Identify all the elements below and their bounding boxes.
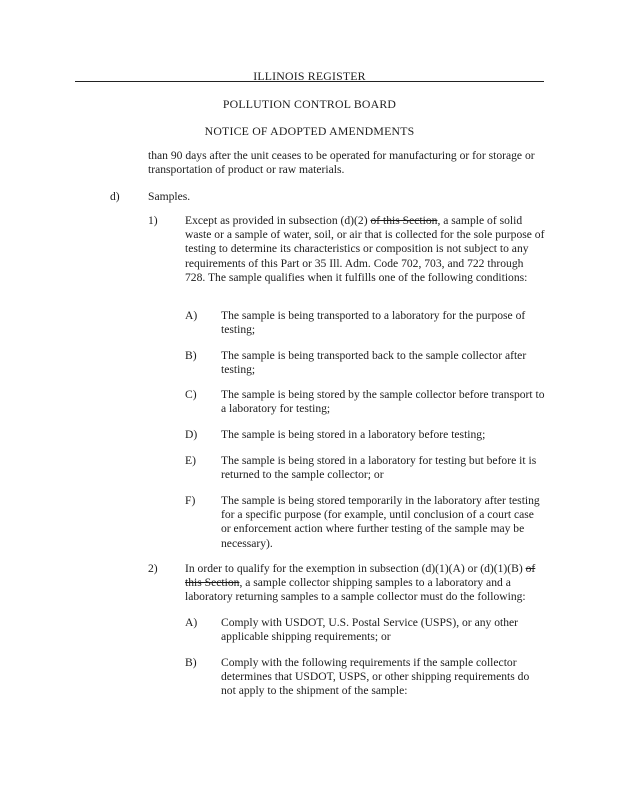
item-2-text-post: , a sample collector shipping samples to a laboratory and a laboratory returning samples to a sample collector must do the following: [185, 576, 526, 604]
sub-1e-text: The sample is being stored in a laboratory for testing but before it is returned to the sample collector; or [221, 454, 537, 482]
sub-1a-text: The sample is being transported to a laboratory for the purpose of testing; [221, 309, 526, 337]
sub-1f-text: The sample is being stored temporarily in the laboratory after testing for a specific purpose (for example, until conclusion of a court case or enforcement action where further testing of the sample may be necessary). [221, 494, 540, 550]
sub-1c-label: C) [185, 388, 197, 401]
item-2-paragraph [185, 562, 546, 605]
item-1-paragraph [185, 214, 546, 285]
item-1-text-post: , a sample of solid waste or a sample of water, soil, or air that is collected for the sole purpose of testing to determine its characteristics or composition is not subject to any requirements of this Part or 35 Ill. Adm. Code 702, 703, and 722 through 728. The sample qualifies when it fulfills one of the following conditions: [185, 214, 545, 284]
intro-paragraph: than 90 days after the unit ceases to be operated for manufacturing or for storage or transportation of product or raw materials. [148, 149, 535, 177]
header-rule [75, 81, 544, 82]
item-1-struck-text: of this Section [370, 214, 438, 227]
sub-1c-text: The sample is being stored by the sample collector before transport to a laboratory for testing; [221, 388, 545, 416]
item-2-text-pre: In order to qualify for the exemption in subsection (d)(1)(A) or (d)(1)(B) [185, 562, 526, 575]
sub-1a-label: A) [185, 309, 198, 322]
sub-2a-label: A) [185, 616, 198, 629]
item-2-label: 2) [148, 562, 158, 575]
sub-2b-text: Comply with the following requirements if the sample collector determines that USDOT, USPS, or other shipping requirements do not apply to the shipment of the sample: [221, 656, 530, 698]
sub-1b-label: B) [185, 349, 197, 362]
sub-1d-label: D) [185, 428, 198, 441]
register-heading: ILLINOIS REGISTER [253, 69, 366, 83]
notice-heading: NOTICE OF ADOPTED AMENDMENTS [204, 124, 415, 138]
sub-2a-text: Comply with USDOT, U.S. Postal Service (USPS), or any other applicable shipping requirements; or [221, 616, 519, 644]
sub-1b-text: The sample is being transported back to the sample collector after testing; [221, 349, 527, 377]
sub-1f-label: F) [185, 494, 196, 507]
sub-1d-text: The sample is being stored in a laboratory before testing; [221, 428, 486, 441]
subsection-d-label: d) [110, 190, 120, 203]
item-1-text-pre: Except as provided in subsection (d)(2) [185, 214, 371, 227]
item-1-label: 1) [148, 214, 158, 227]
sub-2b-label: B) [185, 656, 197, 669]
subsection-d-title: Samples. [148, 190, 191, 203]
board-heading: POLLUTION CONTROL BOARD [222, 97, 397, 111]
sub-1e-label: E) [185, 454, 196, 467]
item-2-struck-text: of this Section [185, 562, 536, 590]
